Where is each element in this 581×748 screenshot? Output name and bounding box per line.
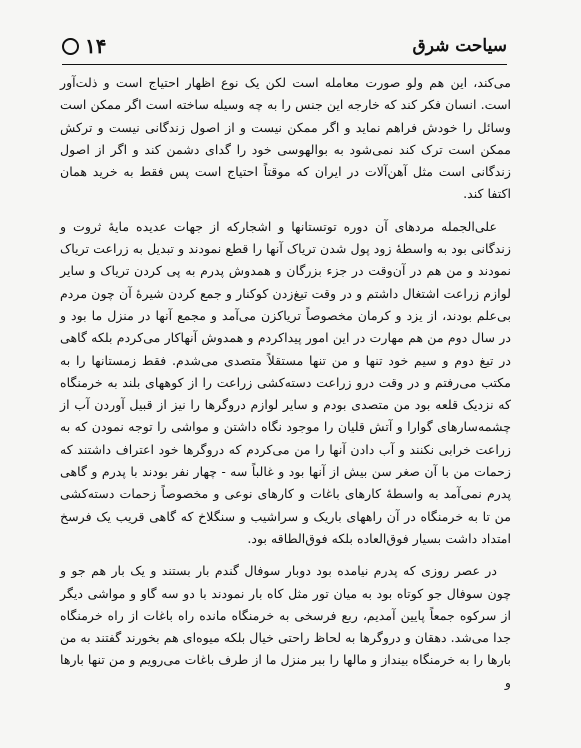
paragraph-3: در عصر روزی که پدرم نیامده بود دوبار سوفال گندم بار بستند و یک بار هم جو و چون سوفال جو کوتاه بود به میان تور مثل کاه بار نمودند با دو سه گاو و مواشی دیگر از سرکوه جمعاً پایین آمدیم، ربع فرسخی به خرمنگاه مانده راه باغات از راه خرمنگاه جدا می‌شد. دهقان و دروگرها به لحاظ راحتی خیال بلکه میوه‌ای هم بخورند گفتند به من بارها را به خرمنگاه بینداز و مالها را ببر منزل ما از طرف باغات می‌رویم و من تنها بارها و [60, 563, 511, 690]
circle-ornament-icon [62, 38, 79, 55]
running-title: سیاحت شرق [412, 36, 507, 56]
page-number-group [62, 34, 106, 58]
page-header [62, 30, 507, 62]
body-text [60, 72, 511, 694]
page-number: ۱۴ [85, 34, 107, 58]
paragraph-1: می‌کند، این هم ولو صورت معامله است لکن یک نوع اظهار احتیاج است و ذلت‌آور است. انسان فکر کند که خارجه این جنس را به چه وسیله ساخته است اگر ممکن است وسائل را خودش فراهم نماید و اگر ممکن نیست و از اصول زندگانی نیست و ترکش ممکن است ترک کند نمی‌شود به بوالهوسی خود را گدای دشمن کند و اگر از اصول زندگانی است مثل آهن‌آلات در ایران که موقتاً احتیاج است پس فقط به خرید همان اکتفا کند. [60, 75, 511, 202]
paragraph-2: علی‌الجمله مردهای آن دوره توتستانها و اشجارکه از جهات عدیده مایهٔ ثروت و زندگانی بود به واسطهٔ زود پول شدن تریاک آنها را قطع نمودند و تبدیل به زراعت تریاک نمودند و من هم در آن‌وقت در جزء بزرگان و همدوش پدرم به پی کردن تریاک و سایر لوازم زراعت اشتغال داشتم و در وقت تیغ‌زدن کوکنار و جمع کردن شیرهٔ آن چون مردم بی‌علم بودند، از یزد و کرمان مخصوصاً تریاکزن می‌آمد و مجمع آنها در منزل ما بود و در سال دوم من هم مهارت در این امور پیداکردم و همدوش آنهاکار می‌کردم بلکه گاهی در تیغ دوم و سیم خود تنها و من تنها مستقلاً متصدی می‌شدم. فقط زمستانها را به مکتب می‌رفتم و در وقت درو زراعت دسته‌کشی زراعت را از کوههای بلند به خرمنگاه که نزدیک قلعه بود من متصدی بودم و سایر لوازم دروگرها را نیز از قبیل آوردن آب از چشمه‌سارهای گوارا و آتش قلیان را موجود نگاه داشتن و مواشی را توجه نمودن که به زراعت خرابی نکنند و آب دادن آنها را من می‌کردم که دروگرها خود اعتراف داشتند که زحمات من با آن صغر سن بیش از آنها بود و غالباً سه - چهار نفر بودند با پدرم و گاهی پدرم نمی‌آمد به واسطهٔ کارهای باغات و کارهای نوعی و مخصوصاً زحمات دسته‌کشی من تا به خرمنگاه در آن راههای باریک و سراشیب و سنگلاخ که گاهی قریب یک فرسخ امتداد داشت بسیار فوق‌العاده بلکه فوق‌الطاقه بود. [60, 218, 511, 546]
header-rule [62, 64, 507, 65]
